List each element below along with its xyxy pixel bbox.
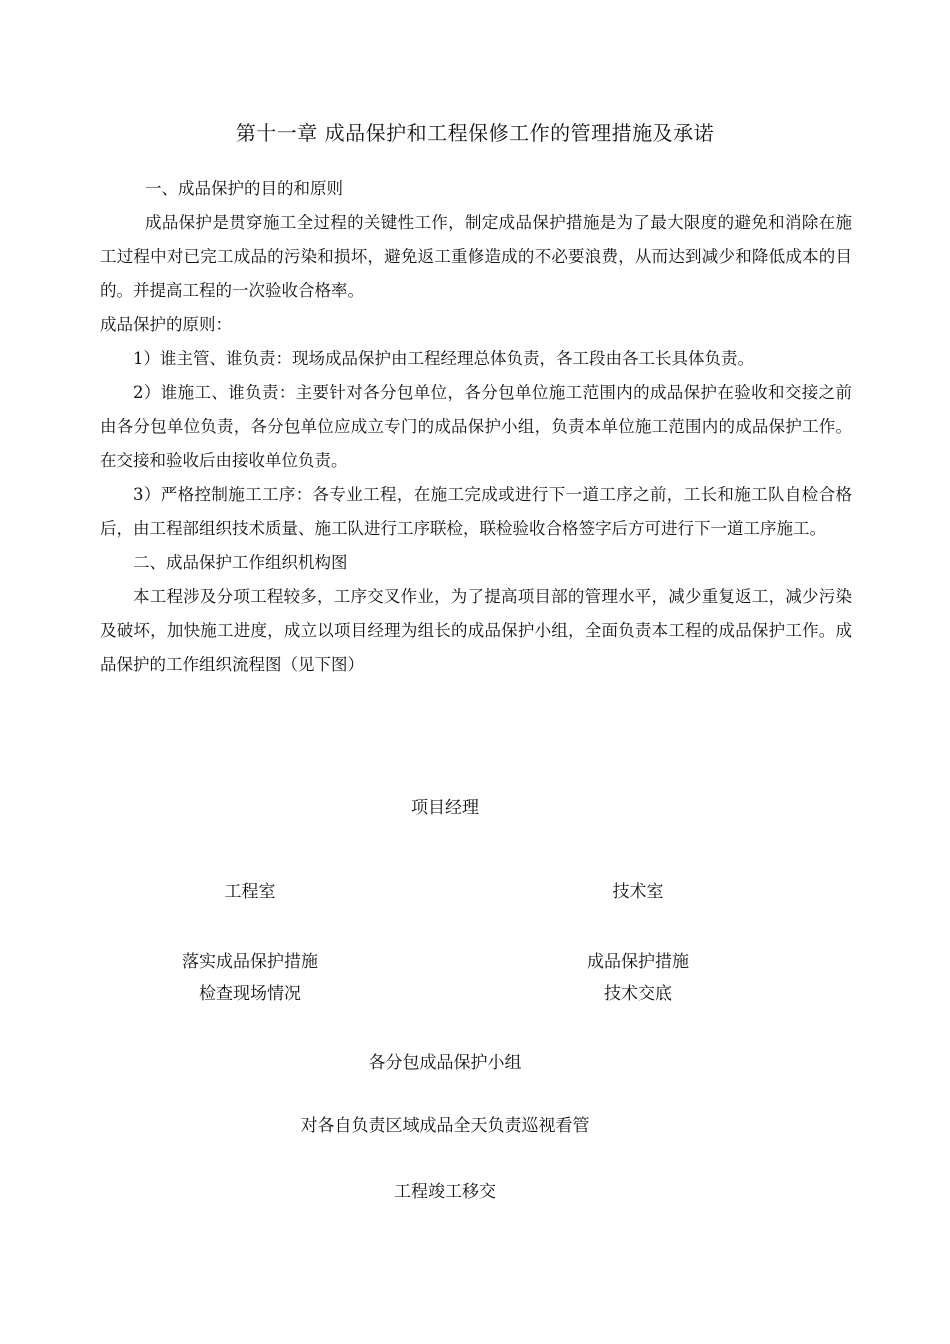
node-engineering-office: 工程室 (224, 882, 276, 902)
chapter-title: 第十一章 成品保护和工程保修工作的管理措施及承诺 (235, 121, 715, 145)
section2-heading: 二、成品保护工作组织机构图 (133, 553, 348, 572)
org-flow-chart (0, 790, 950, 1220)
node-project-manager: 项目经理 (411, 798, 479, 818)
principle-1: 1）谁主管、谁负责：现场成品保护由工程经理总体负责，各工段由各工长具体负责。 (133, 349, 754, 368)
document-body (100, 172, 852, 682)
section1-paragraph: 成品保护是贯穿施工全过程的关键性工作，制定成品保护措施是为了最大限度的避免和消除在施工过程中对已完工成品的污染和损坏，避免返工重修造成的不必要浪费，从而达到减少和降低成本的目的。并提高工程的一次验收合格率。 (100, 213, 852, 300)
principle-2: 2）谁施工、谁负责：主要针对各分包单位，各分包单位施工范围内的成品保护在验收和交接之前由各分包单位负责，各分包单位应成立专门的成品保护小组，负责本单位施工范围内的成品保护工作。在交接和验收后由接收单位负责。 (100, 383, 852, 470)
principle-3: 3）严格控制施工工序：各专业工程，在施工完成或进行下一道工序之前，工长和施工队自检合格后，由工程部组织技术质量、施工队进行工序联检，联检验收合格签字后方可进行下一道工序施工。 (100, 485, 852, 538)
node-patrol-duty: 对各自负责区域成品全天负责巡视看管 (300, 1116, 590, 1136)
node-protection-measures: 成品保护措施 (587, 952, 689, 972)
section1-heading: 一、成品保护的目的和原则 (145, 179, 343, 198)
node-handover: 工程竣工移交 (394, 1182, 496, 1202)
node-check-site: 检查现场情况 (199, 984, 301, 1004)
node-subcontractor-group: 各分包成品保护小组 (368, 1053, 522, 1073)
node-tech-briefing: 技术交底 (604, 984, 672, 1004)
node-technical-office: 技术室 (612, 882, 664, 902)
section2-paragraph: 本工程涉及分项工程较多，工序交叉作业，为了提高项目部的管理水平，减少重复返工，减少污染及破坏，加快施工进度，成立以项目经理为组长的成品保护小组，全面负责本工程的成品保护工作。成品保护的工作组织流程图（见下图） (100, 587, 852, 674)
node-implement-measures: 落实成品保护措施 (182, 952, 318, 972)
principles-label: 成品保护的原则： (100, 315, 232, 334)
